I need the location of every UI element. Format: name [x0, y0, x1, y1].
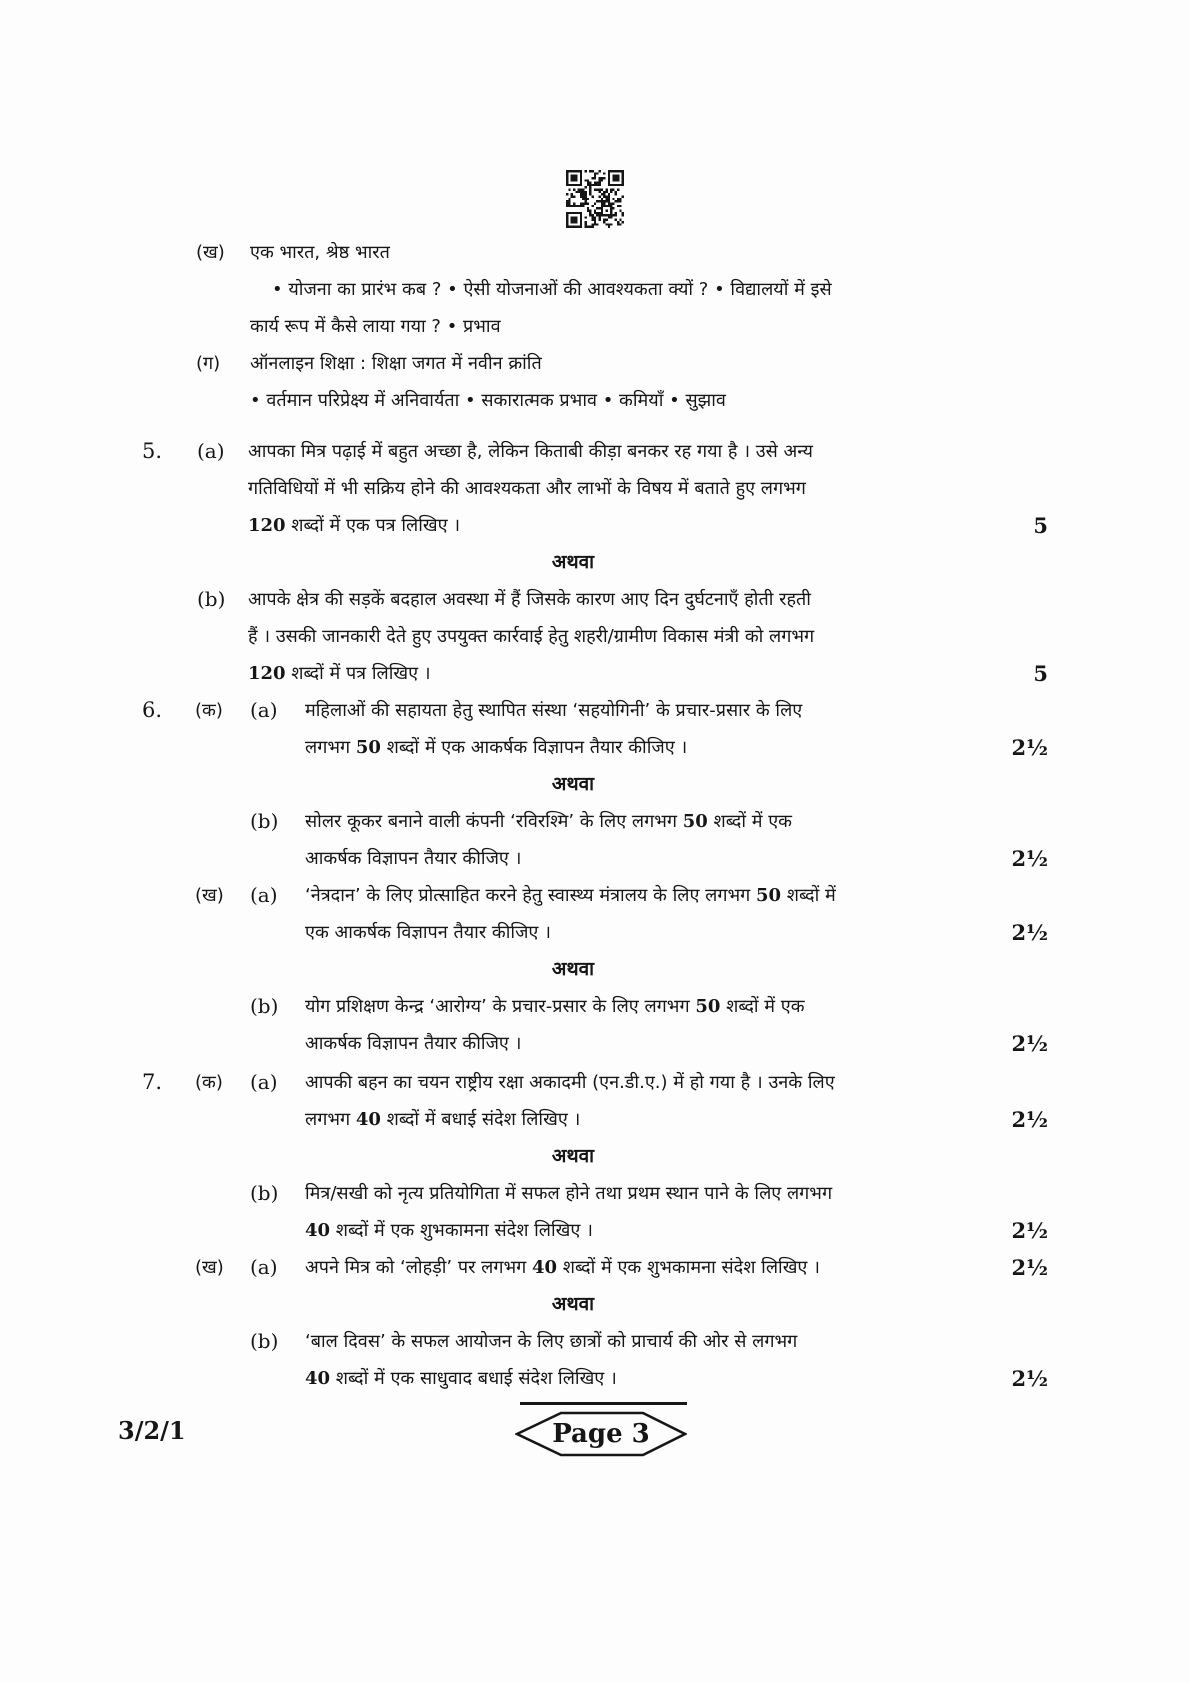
footer-doc-code: 3/2/1 — [118, 1416, 186, 1445]
outline-bullets — [142, 271, 1048, 345]
outline-bullets-line: कार्य रूप में कैसे लाया गया ? • प्रभाव — [250, 316, 501, 337]
part-label: (क) — [195, 1072, 223, 1093]
or-separator: अथवा — [551, 551, 595, 573]
marks-value: 2½ — [1011, 1107, 1048, 1132]
question-line: गतिविधियों में भी सक्रिय होने की आवश्यकता और लाभों के विषय में बताते हुए लगभग — [248, 478, 806, 499]
outline-item — [142, 345, 1048, 382]
question-line: आपकी बहन का चयन राष्ट्रीय रक्षा अकादमी (एन.डी.ए.) में हो गया है । उनके लिए — [305, 1072, 835, 1093]
marks-value: 5 — [1033, 513, 1048, 538]
question-line: मित्र/सखी को नृत्य प्रतियोगिता में सफल होने तथा प्रथम स्थान पाने के लिए लगभग — [305, 1183, 833, 1204]
marks-value: 2½ — [1011, 1366, 1048, 1391]
essay-outline-section — [142, 234, 1048, 419]
question-line: महिलाओं की सहायता हेतु स्थापित संस्था ‘सहयोगिनी’ के प्रचार-प्रसार के लिए — [305, 700, 803, 721]
question-number: 6. — [142, 698, 163, 722]
part-label: (ख) — [195, 1257, 224, 1278]
question-line: आपके क्षेत्र की सड़कें बदहाल अवस्था में हैं जिसके कारण आए दिन दुर्घटनाएँ होती रहती — [248, 589, 811, 610]
question-line: आपका मित्र पढ़ाई में बहुत अच्छा है, लेकिन किताबी कीड़ा बनकर रह गया है । उसे अन्य — [248, 441, 813, 462]
question-part-6ka-b — [142, 803, 1048, 877]
outline-bullets-line: • योजना का प्रारंभ कब ? • ऐसी योजनाओं की आवश्यकता क्यों ? • विद्यालयों में इसे — [272, 279, 832, 300]
outline-item-title: एक भारत, श्रेष्ठ भारत — [250, 242, 390, 263]
question-line: अपने मित्र को ‘लोहड़ी’ पर लगभग 40 शब्दों में एक शुभकामना संदेश लिखिए । — [305, 1257, 820, 1278]
outline-item-label: (ग) — [196, 353, 221, 374]
part-label: (b) — [197, 587, 226, 611]
marks-value: 2½ — [1011, 1031, 1048, 1056]
question-part-6kha-b — [142, 988, 1048, 1062]
question-part-5a — [142, 433, 1048, 544]
outline-item — [142, 234, 1048, 271]
or-separator: अथवा — [551, 958, 595, 980]
part-label: (b) — [250, 1329, 279, 1353]
question-line: 40 शब्दों में एक शुभकामना संदेश लिखिए । — [305, 1220, 593, 1241]
page-body — [142, 0, 1048, 1397]
marks-value: 2½ — [1011, 1218, 1048, 1243]
outline-item-title: ऑनलाइन शिक्षा : शिक्षा जगत में नवीन क्रांति — [250, 353, 542, 374]
question-part-7kha-b — [142, 1323, 1048, 1397]
question-line: आकर्षक विज्ञापन तैयार कीजिए । — [305, 1033, 522, 1054]
part-label: (a) — [250, 883, 278, 907]
marks-value: 2½ — [1011, 1255, 1048, 1280]
part-label: (a) — [250, 1070, 278, 1094]
marks-value: 5 — [1033, 661, 1048, 686]
page-badge-label: Page 3 — [552, 1419, 650, 1449]
or-separator: अथवा — [551, 1145, 595, 1167]
page-badge — [515, 1410, 687, 1458]
question-line: ‘नेत्रदान’ के लिए प्रोत्साहित करने हेतु स्वास्थ्य मंत्रालय के लिए लगभग 50 शब्दों में — [305, 885, 836, 906]
question-number: 5. — [142, 439, 163, 463]
outline-bullets — [142, 382, 1048, 419]
question-line: 120 शब्दों में पत्र लिखिए । — [248, 663, 431, 684]
or-separator: अथवा — [551, 773, 595, 795]
question-part-7ka-a — [142, 1064, 1048, 1138]
question-line: ‘बाल दिवस’ के सफल आयोजन के लिए छात्रों को प्राचार्य की ओर से लगभग — [305, 1331, 798, 1352]
outline-bullets-line: • वर्तमान परिप्रेक्ष्य में अनिवार्यता • सकारात्मक प्रभाव • कमियाँ • सुझाव — [250, 390, 726, 411]
question-line: एक आकर्षक विज्ञापन तैयार कीजिए । — [305, 922, 551, 943]
marks-value: 2½ — [1011, 735, 1048, 760]
question-line: 40 शब्दों में एक साधुवाद बधाई संदेश लिखिए । — [305, 1368, 617, 1389]
question-7 — [142, 1064, 1048, 1397]
part-label: (a) — [197, 439, 225, 463]
question-part-7kha-a — [142, 1249, 1048, 1286]
question-line: लगभग 50 शब्दों में एक आकर्षक विज्ञापन तैयार कीजिए । — [305, 737, 688, 758]
question-line: लगभग 40 शब्दों में बधाई संदेश लिखिए । — [305, 1109, 581, 1130]
question-part-6kha-a — [142, 877, 1048, 951]
part-label: (क) — [195, 700, 223, 721]
qr-code — [142, 170, 1048, 228]
outline-item-label: (ख) — [196, 242, 225, 263]
question-line: 120 शब्दों में एक पत्र लिखिए । — [248, 515, 461, 536]
or-separator: अथवा — [551, 1293, 595, 1315]
question-line: आकर्षक विज्ञापन तैयार कीजिए । — [305, 848, 522, 869]
part-label: (a) — [250, 698, 278, 722]
part-label: (b) — [250, 994, 279, 1018]
question-5 — [142, 433, 1048, 692]
question-line: हैं । उसकी जानकारी देते हुए उपयुक्त कार्रवाई हेतु शहरी/ग्रामीण विकास मंत्री को लगभग — [248, 626, 815, 647]
question-line: सोलर कूकर बनाने वाली कंपनी ‘रविरश्मि’ के लिए लगभग 50 शब्दों में एक — [305, 811, 792, 832]
question-line: योग प्रशिक्षण केन्द्र ‘आरोग्य’ के प्रचार-प्रसार के लिए लगभग 50 शब्दों में एक — [305, 996, 805, 1017]
part-label: (b) — [250, 809, 279, 833]
question-6 — [142, 692, 1048, 1062]
part-label: (b) — [250, 1181, 279, 1205]
question-part-6ka-a — [142, 692, 1048, 766]
marks-value: 2½ — [1011, 920, 1048, 945]
part-label: (a) — [250, 1255, 278, 1279]
question-part-7ka-b — [142, 1175, 1048, 1249]
part-label: (ख) — [195, 885, 224, 906]
question-number: 7. — [142, 1070, 163, 1094]
marks-value: 2½ — [1011, 846, 1048, 871]
page-footer-rule — [520, 1402, 687, 1405]
question-part-5b — [142, 581, 1048, 692]
